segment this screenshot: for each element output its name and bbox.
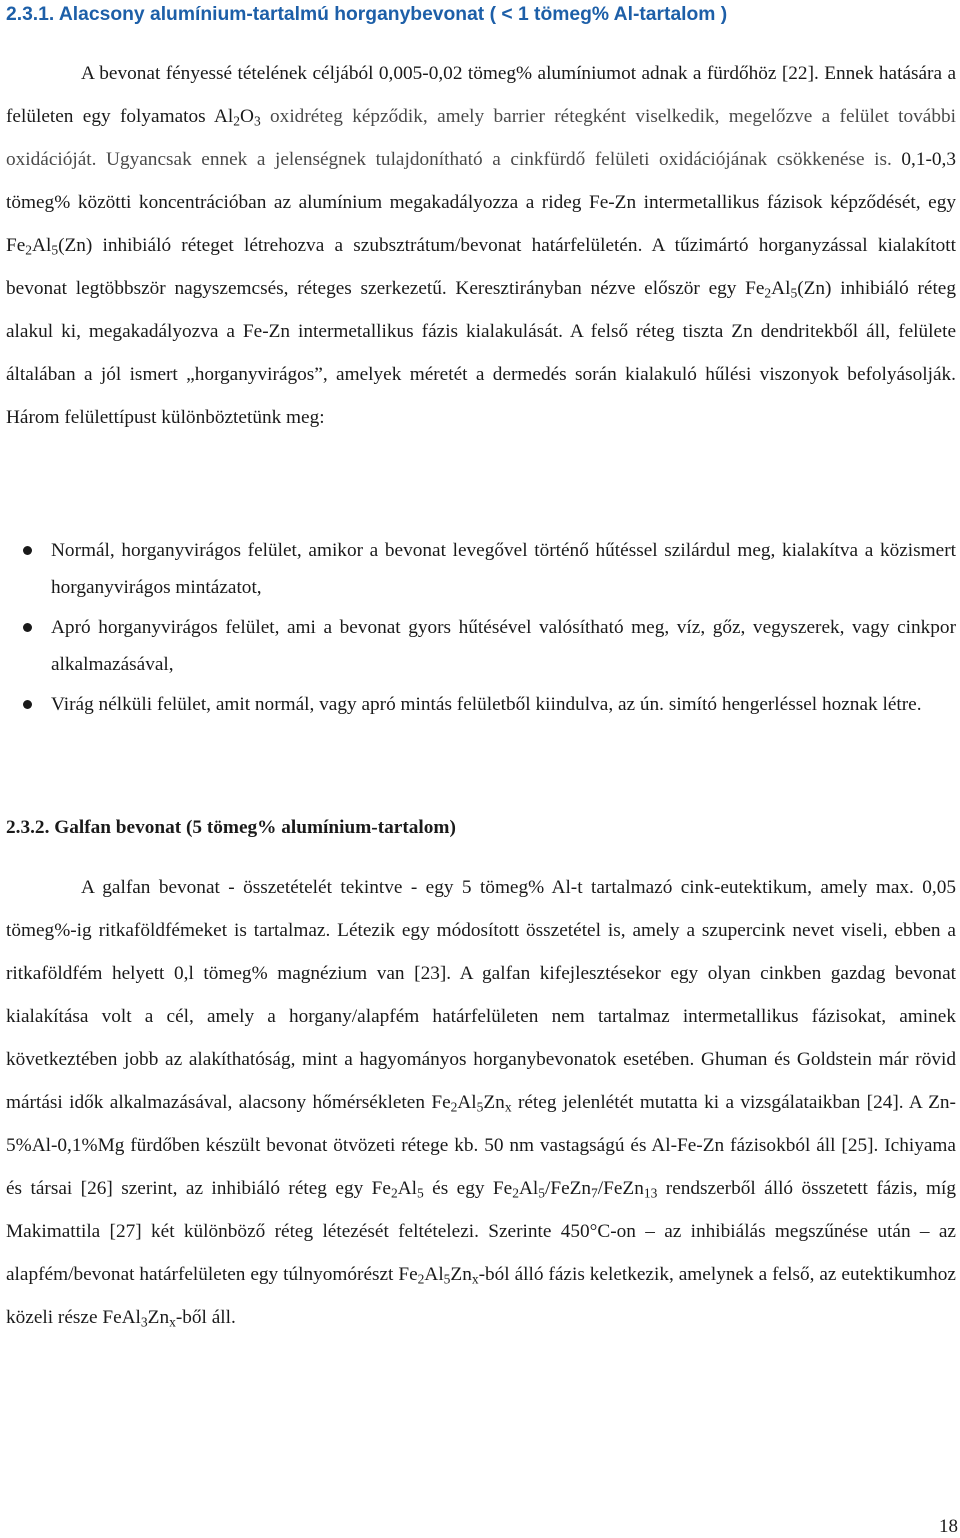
bullet-icon <box>23 546 32 555</box>
section-2-3-1-paragraph: A bevonat fényessé tételének céljából 0,005-0,02 tömeg% alumíniumot adnak a fürdőhöz [22]. Ennek hatására a felületen egy folyamatos $Al_2O_3$ oxidréteg képződik, amely barrier rétegként viselkedik, megelőzve a felület további oxidációját. Ugyancsak ennek a jelenségnek tulajdonítható a cinkfürdő felületi oxidációjának csökkenése is. 0,1-0,3 tömeg% közötti koncentrációban az alumínium megakadályozza a rideg Fe-Zn intermetallikus fázisok képződését, egy $Fe_2Al_5(Zn)$ inhibiáló réteget létrehozva a szubsztrátum/bevonat határfelületén. A tűzimártó horganyzással kialakított bevonat legtöbbször nagyszemcsés, réteges szerkezetű. Keresztirányban nézve először egy $Fe_2Al_5(Zn)$ inhibiáló réteg alakul ki, megakadályozva a Fe-Zn intermetallikus fázis kialakulását. A felső réteg tiszta Zn dendritekből áll, felülete általában a jól ismert „horganyvirágos”, amelyek méretét a dermedés során kialakuló hűlési viszonyok befolyásolják. Három felülettípust különböztetünk meg: <box>6 63 956 428</box>
list-item: Apró horganyvirágos felület, ami a bevonat gyors hűtésével valósítható meg, víz, gőz, vegyszerek, vagy cinkpor alkalmazásával, <box>6 609 956 683</box>
bullet-icon <box>23 623 32 632</box>
list-item: Normál, horganyvirágos felület, amikor a bevonat levegővel történő hűtéssel szilárdul meg, kialakítva a közismert horganyvirágos mintázatot, <box>6 532 956 606</box>
section-heading-2-3-2: 2.3.2. Galfan bevonat (5 tömeg% alumínium-tartalom) <box>6 817 456 838</box>
page-number: 18 <box>939 1516 958 1537</box>
bullet-icon <box>23 700 32 709</box>
list-item: Virág nélküli felület, amit normál, vagy apró mintás felületből kiindulva, az ún. simító hengerléssel hoznak létre. <box>6 686 956 723</box>
surface-types-list <box>6 532 956 726</box>
section-2-3-2-paragraph: A galfan bevonat - összetételét tekintve - egy 5 tömeg% Al-t tartalmazó cink-eutektikum, amely max. 0,05 tömeg%-ig ritkaföldfémeket is tartalmaz. Létezik egy módosított összetétel is, amely a szupercink nevet viseli, ebben a ritkaföldfém helyett 0,l tömeg% magnézium van [23]. A galfan kifejlesztésekor egy olyan cinkben gazdag bevonat kialakítása volt a cél, amely a horgany/alapfém határfelületen nem tartalmaz intermetallikus fázisokat, aminek következtében jobb az alakíthatóság, mint a hagyományos horganybevonatok esetében. Ghuman és Goldstein már rövid mártási idők alkalmazásával, alacsony hőmérsékleten $Fe_2Al_5Zn_x$ réteg jelenlétét mutatta ki a vizsgálataikban [24]. A Zn-5%Al-0,1%Mg fürdőben készült bevonat ötvözeti rétege kb. 50 nm vastagságú és Al-Fe-Zn fázisokból áll [25]. Ichiyama és társai [26] szerint, az inhibiáló réteg egy $Fe_2Al_5$ és egy $Fe_2Al_5/FeZn_7/FeZn_{13}$ rendszerből álló összetett fázis, míg Makimattila [27] két különböző réteg létezését feltételezi. Szerinte 450°C-on – az inhibiálás megszűnése után – az alapfém/bevonat határfelületen egy túlnyomórészt $Fe_2Al_5Zn_x$-ból álló fázis keletkezik, amelynek a felső, az eutektikumhoz közeli része $FeAl_3Zn_x$-ből áll. <box>6 877 956 1330</box>
section-heading-2-3-1: 2.3.1. Alacsony alumínium-tartalmú horganybevonat ( < 1 tömeg% Al-tartalom ) <box>6 4 728 25</box>
